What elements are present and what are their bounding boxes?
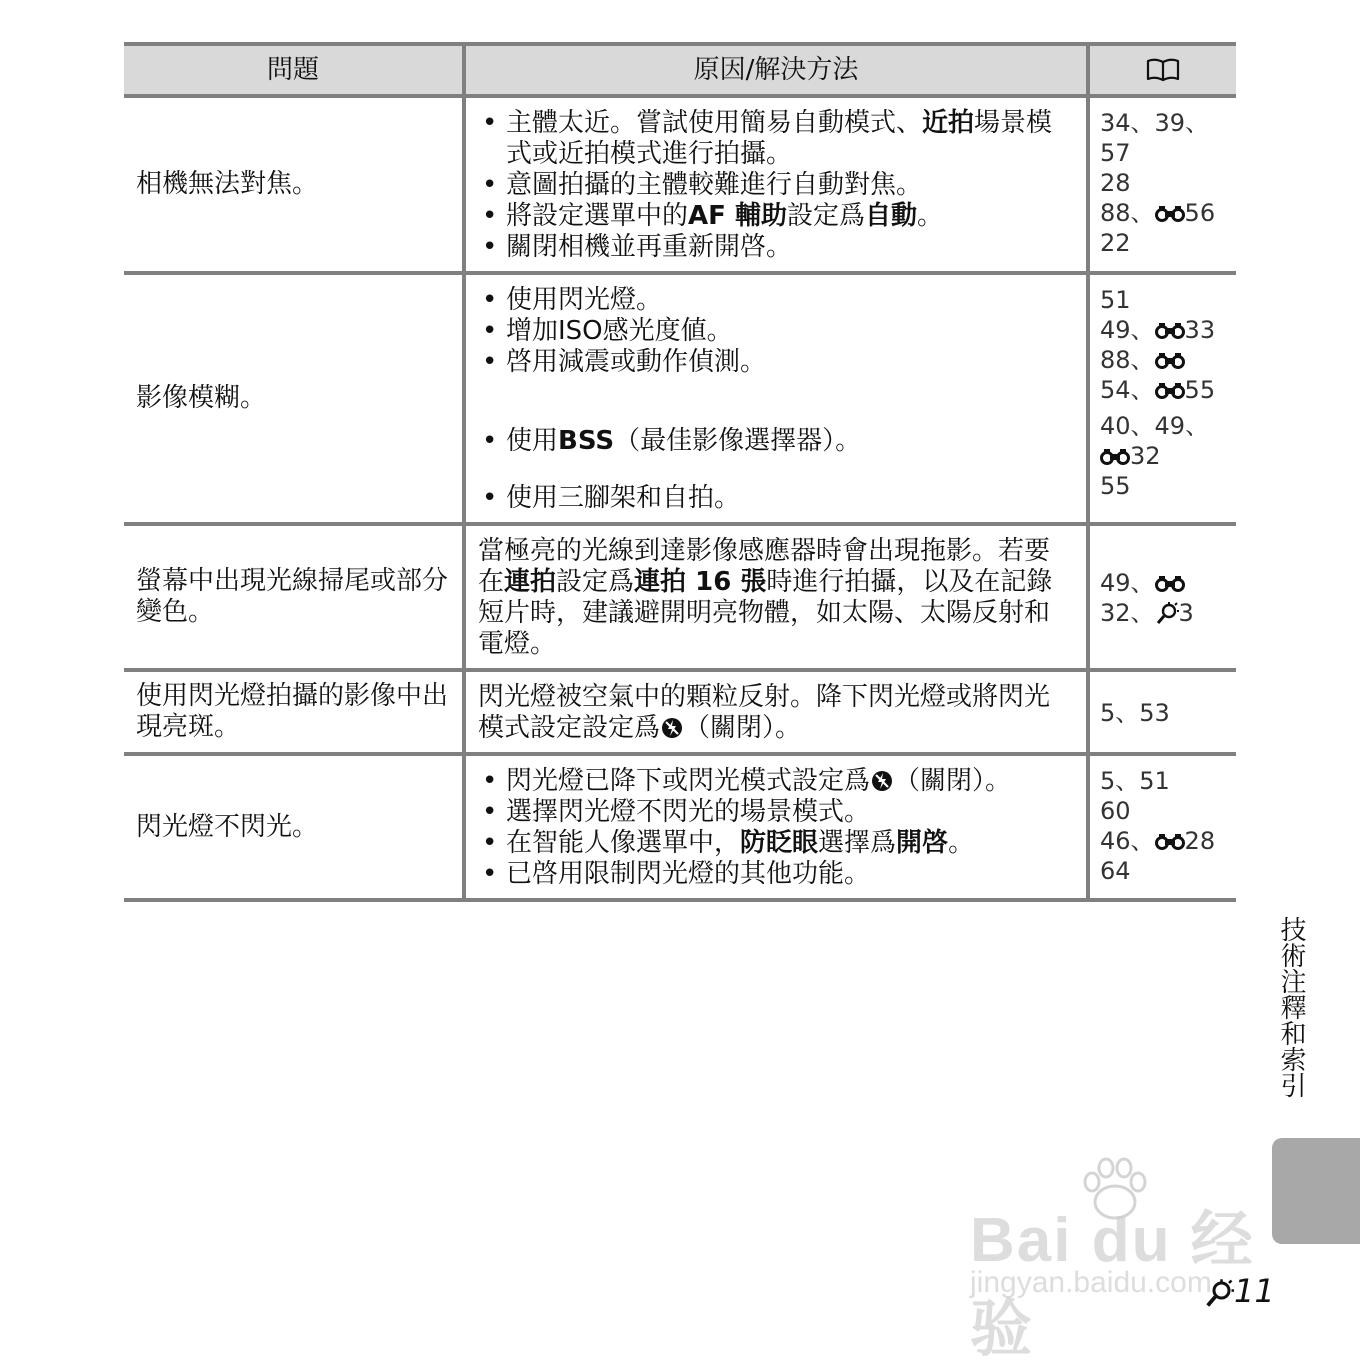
text-segment: 當極亮的光線到達影像感應器時會出現拖影。若要在 (478, 536, 1051, 597)
text-segment: 選擇爲 (818, 828, 897, 858)
cause-list (478, 108, 1074, 263)
text-segment: 關閉相機並再重新開啓。 (506, 232, 793, 262)
text-segment: （關閉）。 (684, 713, 802, 743)
page-number-value: 11 (1234, 1272, 1275, 1310)
text-segment: 64 (1100, 857, 1131, 885)
text-segment: 32、 (1100, 599, 1155, 627)
emphasis-text: 連拍 16 張 (634, 567, 767, 597)
text-segment: （最佳影像選擇器）。 (614, 426, 862, 456)
page-reference (1100, 345, 1232, 405)
header-reference (1088, 44, 1236, 96)
emphasis-text: 開啓 (896, 828, 949, 858)
page-reference (1100, 411, 1232, 471)
text-segment: 已啓用限制閃光燈的其他功能。 (506, 859, 871, 889)
cause-list (478, 766, 1074, 890)
text-segment: 在智能人像選單中， (506, 828, 741, 858)
reference-cell (1088, 273, 1236, 524)
cause-cell (464, 754, 1088, 900)
problem-cell: 影像模糊。 (124, 273, 464, 524)
reference-list (1100, 766, 1232, 886)
text-segment: （關閉）。 (894, 766, 1012, 796)
cause-cell (464, 524, 1088, 670)
page-number (1204, 1272, 1275, 1312)
list-item (478, 347, 1074, 378)
cause-cell (464, 273, 1088, 524)
text-segment: 55 (1184, 376, 1216, 404)
page-reference (1100, 108, 1232, 168)
text-segment: 使用三腳架和自拍。 (506, 483, 741, 513)
cause-cell (464, 670, 1088, 754)
table-header-row (124, 44, 1236, 96)
cause-list (478, 285, 1074, 514)
page-reference (1100, 826, 1232, 856)
text-segment: 55 (1100, 472, 1131, 500)
list-item (478, 426, 1074, 457)
reference-list (1100, 108, 1232, 258)
page-reference (1100, 168, 1232, 198)
emphasis-text: 防眨眼 (740, 828, 819, 858)
list-item (478, 285, 1074, 316)
problem-cell: 使用閃光燈拍攝的影像中出現亮斑。 (124, 670, 464, 754)
text-segment: 88、 (1100, 346, 1155, 374)
list-item (478, 170, 1074, 201)
page-reference (1100, 228, 1232, 258)
table-row (124, 96, 1236, 273)
list-item (478, 232, 1074, 263)
page-reference (1100, 198, 1232, 228)
list-item (478, 766, 1074, 797)
text-segment: 5、51 (1100, 767, 1170, 795)
reference-icon (1100, 446, 1130, 466)
watermark-domain: jingyan.baidu.com (970, 1266, 1212, 1299)
book-icon (1145, 57, 1181, 83)
flash-off-icon (870, 769, 894, 793)
cause-paragraph (478, 536, 1074, 660)
text-segment: 設定爲 (786, 201, 865, 231)
list-item (478, 859, 1074, 890)
page-reference (1100, 471, 1232, 501)
flash-off-icon (660, 716, 684, 740)
page-reference (1100, 315, 1232, 345)
page-reference (1100, 796, 1232, 826)
reference-cell (1088, 524, 1236, 670)
text-segment: 33 (1184, 316, 1216, 344)
text-segment: 46、 (1100, 827, 1155, 855)
text-segment: 51 (1100, 286, 1131, 314)
text-segment: 49、 (1100, 569, 1155, 597)
emphasis-text: 連拍 (504, 567, 557, 597)
text-segment: 主體太近。嘗試使用簡易自動模式、 (506, 108, 923, 138)
text-segment: 啓用減震或動作偵測。 (506, 347, 767, 377)
table-row (124, 524, 1236, 670)
text-segment: 54、 (1100, 376, 1155, 404)
text-segment: 選擇閃光燈不閃光的場景模式。 (506, 797, 871, 827)
text-segment: 使用 (506, 426, 559, 456)
emphasis-text: BSS (558, 426, 615, 456)
text-segment: 場景模式或近拍模式進行拍攝。 (506, 108, 1053, 169)
page-reference (1100, 568, 1232, 628)
list-item (478, 108, 1074, 170)
text-segment: 時進行拍攝，以及在記錄短片時，建議避開明亮物體，如太陽、太陽反射和電燈。 (478, 567, 1053, 659)
technical-notes-icon (1155, 601, 1179, 625)
reference-icon (1155, 350, 1185, 370)
header-problem: 問題 (124, 44, 464, 96)
troubleshooting-table (124, 42, 1236, 902)
list-item (478, 797, 1074, 828)
text-segment: 使用閃光燈。 (506, 285, 663, 315)
text-segment: 增加ISO感光度値。 (506, 316, 733, 346)
table-row (124, 754, 1236, 900)
list-item (478, 828, 1074, 859)
table-row (124, 670, 1236, 754)
text-segment: 意圖拍攝的主體較難進行自動對焦。 (506, 170, 923, 200)
text-segment: 。 (916, 201, 943, 231)
header-cause: 原因/解決方法 (464, 44, 1088, 96)
text-segment: 88、 (1100, 199, 1155, 227)
page-reference (1100, 698, 1232, 728)
text-segment: 56 (1184, 199, 1216, 227)
text-segment: 49、 (1100, 316, 1155, 344)
list-item (478, 316, 1074, 347)
text-segment: 將設定選單中的 (506, 201, 689, 231)
reference-icon (1155, 831, 1185, 851)
text-segment: 28 (1184, 827, 1216, 855)
reference-icon (1155, 380, 1185, 400)
text-segment: 閃光燈被空氣中的顆粒反射。降下閃光燈或將閃光模式設定設定爲 (478, 682, 1051, 743)
list-item (478, 201, 1074, 232)
page-reference (1100, 285, 1232, 315)
text-segment: 60 (1100, 797, 1131, 825)
text-segment: 。 (948, 828, 975, 858)
text-segment: 28 (1100, 169, 1131, 197)
text-segment: 設定爲 (556, 567, 635, 597)
text-segment: 5、53 (1100, 699, 1170, 727)
reference-cell (1088, 754, 1236, 900)
text-segment: 22 (1100, 229, 1131, 257)
section-side-label: 技術注釋和索引 (1276, 916, 1306, 1098)
reference-icon (1155, 203, 1185, 223)
emphasis-text: 近拍 (922, 108, 975, 138)
text-segment: 32 (1130, 442, 1161, 470)
technical-notes-icon (1204, 1278, 1234, 1308)
watermark-brand: Bai du 经验 (970, 1206, 1255, 1364)
reference-cell (1088, 96, 1236, 273)
emphasis-text: AF 輔助 (688, 201, 787, 231)
problem-cell: 螢幕中出現光線掃尾或部分變色。 (124, 524, 464, 670)
problem-cell: 相機無法對焦。 (124, 96, 464, 273)
reference-list (1100, 285, 1232, 501)
reference-cell (1088, 670, 1236, 754)
emphasis-text: 自動 (864, 201, 917, 231)
table-row (124, 273, 1236, 524)
table-body (124, 96, 1236, 900)
text-segment: 40、49、 (1100, 412, 1210, 440)
page-reference (1100, 766, 1232, 796)
list-item (478, 483, 1074, 514)
text-segment: 閃光燈已降下或閃光模式設定爲 (506, 766, 871, 796)
page-reference (1100, 856, 1232, 886)
cause-cell (464, 96, 1088, 273)
reference-icon (1155, 320, 1185, 340)
text-segment: 34、39、57 (1100, 109, 1210, 167)
problem-cell: 閃光燈不閃光。 (124, 754, 464, 900)
reference-icon (1155, 573, 1185, 593)
section-tab (1272, 1138, 1360, 1244)
cause-paragraph (478, 682, 1074, 744)
text-segment: 3 (1178, 599, 1194, 627)
